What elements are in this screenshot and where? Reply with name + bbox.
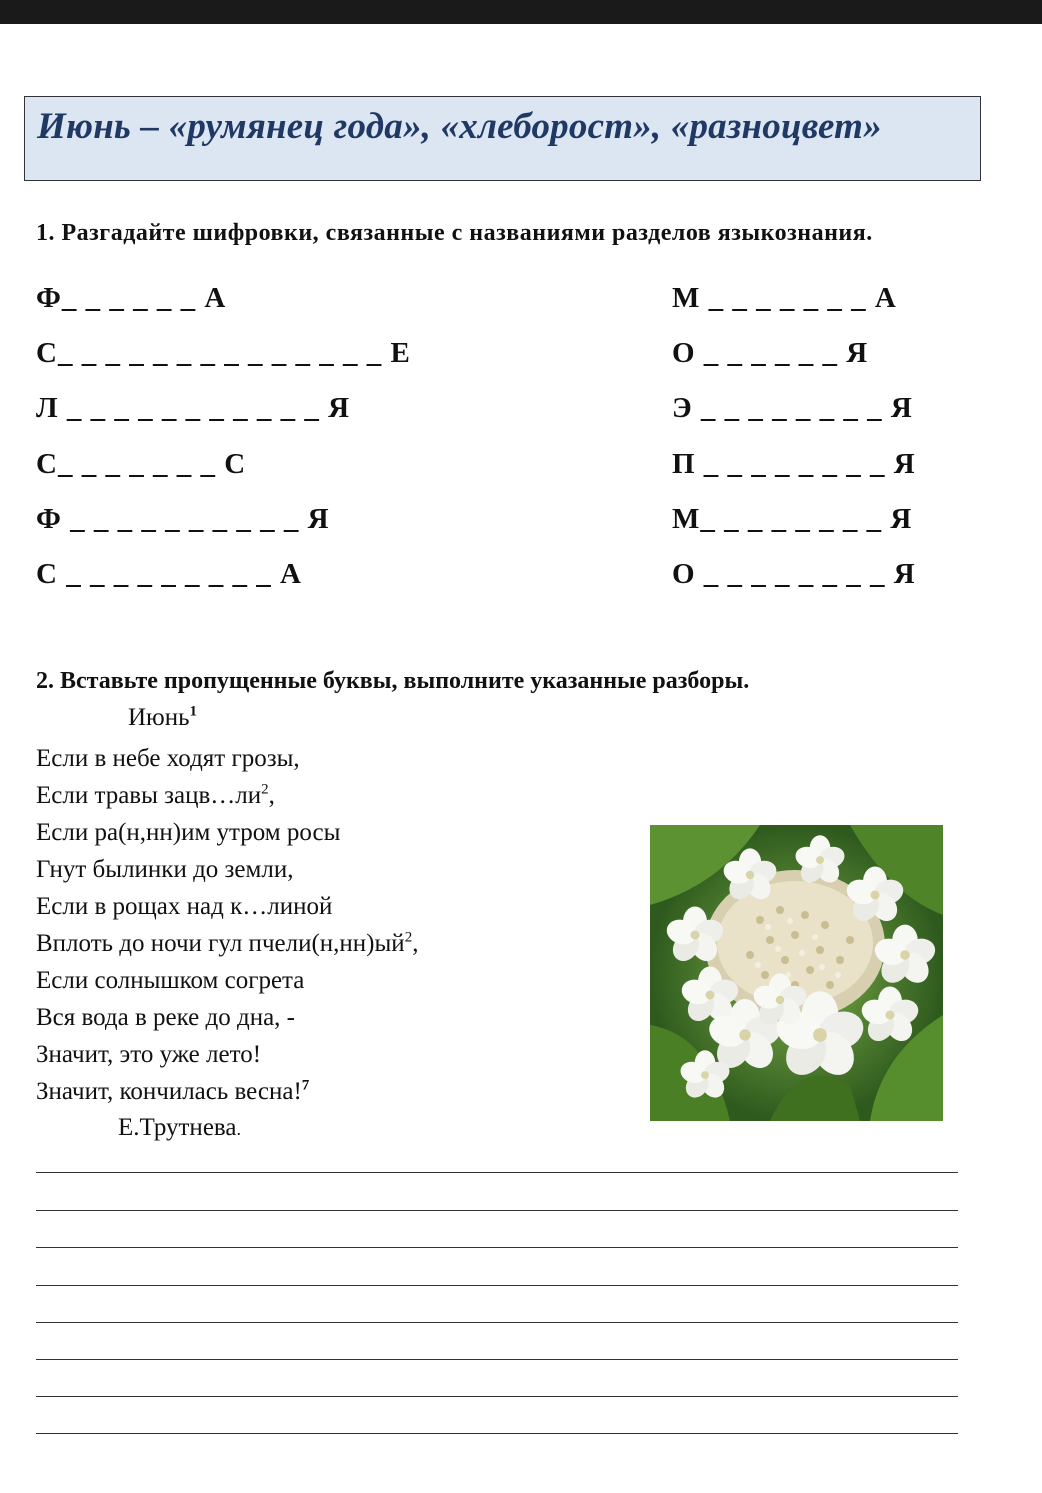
poem-text	[36, 740, 418, 1110]
cipher-left-3: Л _ _ _ _ _ _ _ _ _ _ _ Я	[36, 392, 351, 424]
poem-line: Гнут былинки до земли,	[36, 856, 294, 883]
page-title: Июнь – «румянец года», «хлеборост», «разноцвет»	[37, 106, 882, 147]
cipher-right-1: М _ _ _ _ _ _ _ А	[672, 282, 897, 314]
poem-line: Значит, кончилась весна!$^7$	[36, 1077, 310, 1105]
poem-line: Вся вода в реке до дна, -	[36, 1004, 296, 1031]
footnote-mark: 7	[301, 1077, 310, 1094]
cipher-left-6: С _ _ _ _ _ _ _ _ _ А	[36, 558, 302, 590]
cipher-left-4: С_ _ _ _ _ _ _ С	[36, 448, 247, 480]
answer-line[interactable]	[36, 1172, 958, 1173]
answer-line[interactable]	[36, 1210, 958, 1211]
answer-line[interactable]	[36, 1433, 958, 1434]
answer-line[interactable]	[36, 1359, 958, 1360]
poem-title: Июнь$^1$	[128, 703, 198, 731]
poem-line: Вплоть до ночи гул $пчели(н,нн)ый^2$,	[36, 929, 419, 957]
poem-line: Если в небе ходят грозы,	[36, 745, 300, 772]
answer-line[interactable]	[36, 1247, 958, 1248]
footnote-mark: 1	[189, 703, 198, 720]
cipher-right-6: О _ _ _ _ _ _ _ _ Я	[672, 558, 916, 590]
cipher-left-2: С_ _ _ _ _ _ _ _ _ _ _ _ _ _ Е	[36, 337, 411, 369]
poem-line: Если солнышком согрета	[36, 967, 305, 994]
cipher-left-5: Ф _ _ _ _ _ _ _ _ _ _ Я	[36, 503, 330, 535]
cipher-right-4: П _ _ _ _ _ _ _ _ Я	[672, 448, 916, 480]
task-2-instruction: 2. Вставьте пропущенные буквы, выполните указанные разборы.	[36, 668, 750, 694]
answer-line[interactable]	[36, 1285, 958, 1286]
title-box	[24, 96, 981, 181]
cipher-right-2: О _ _ _ _ _ _ Я	[672, 337, 869, 369]
viburnum-flower-photo	[650, 825, 943, 1121]
top-bar	[0, 0, 1042, 24]
answer-line[interactable]	[36, 1396, 958, 1397]
flower-icon	[650, 825, 943, 1121]
footnote-mark: 2	[261, 781, 269, 798]
poem-line: Если ра(н,нн)им утром росы	[36, 819, 341, 846]
footnote-mark: 2	[404, 929, 413, 946]
task-1-instruction: 1. Разгадайте шифровки, связанные с названиями разделов языкознания.	[36, 220, 873, 246]
poem-line: Значит, это уже лето!	[36, 1041, 262, 1068]
answer-line[interactable]	[36, 1322, 958, 1323]
poem-author: Е.Трутнева.	[118, 1114, 241, 1141]
cipher-left-1: Ф_ _ _ _ _ _ А	[36, 282, 227, 314]
cipher-right-5: М_ _ _ _ _ _ _ _ Я	[672, 503, 913, 535]
cipher-right-3: Э _ _ _ _ _ _ _ _ Я	[672, 392, 913, 424]
poem-line: Если травы $зацв\dots ли^2$,	[36, 781, 275, 809]
poem-line: Если в рощах над к…линой	[36, 893, 333, 920]
